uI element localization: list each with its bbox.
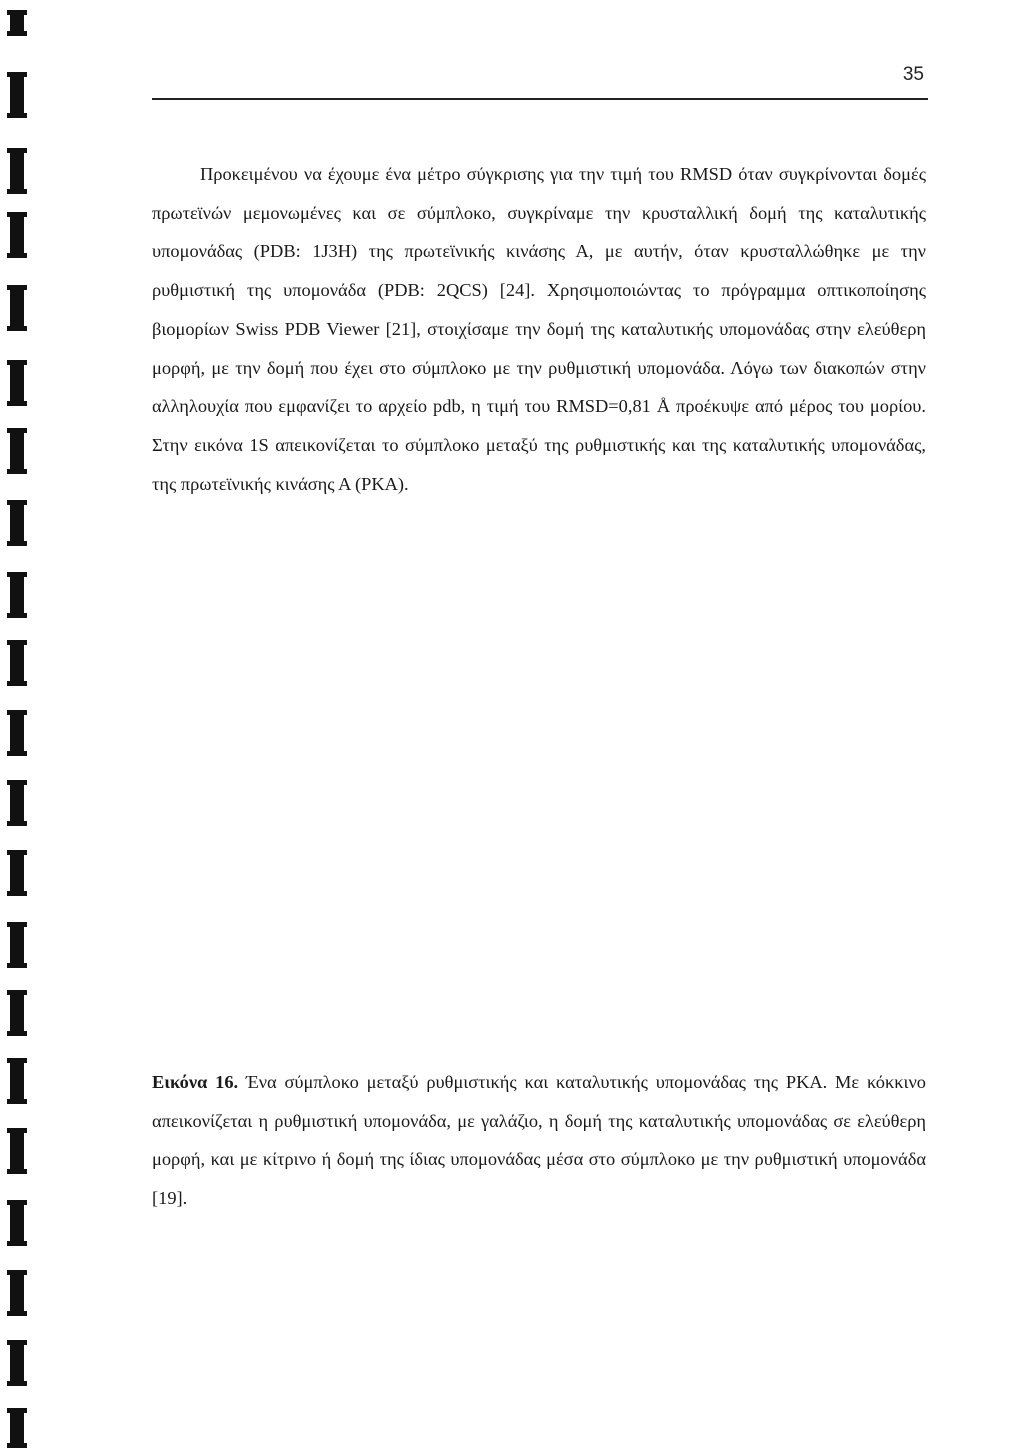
binding-strip [0, 0, 40, 1453]
binding-mark [10, 10, 24, 36]
figure-caption [152, 1063, 926, 1218]
page-number: 35 [902, 64, 924, 85]
binding-mark [10, 990, 24, 1036]
binding-mark [10, 360, 24, 406]
binding-mark [10, 1128, 24, 1174]
binding-mark [10, 148, 24, 194]
binding-mark [10, 1340, 24, 1386]
binding-mark [10, 1200, 24, 1246]
binding-mark [10, 1058, 24, 1104]
binding-mark [10, 780, 24, 826]
binding-mark [10, 710, 24, 756]
figure-label: Εικόνα 16. [152, 1072, 239, 1092]
binding-mark [10, 640, 24, 686]
binding-mark [10, 850, 24, 896]
binding-mark [10, 922, 24, 968]
binding-mark [10, 285, 24, 331]
binding-mark [10, 212, 24, 258]
binding-mark [10, 72, 24, 118]
binding-mark [10, 572, 24, 618]
binding-mark [10, 428, 24, 474]
figure-caption-text: Ένα σύμπλοκο μεταξύ ρυθμιστικής και καταλυτικής υπομονάδας της PKA. Με κόκκινο απεικονίζεται η ρυθμιστική υπομονάδα, με γαλάζιο, η δομή της καταλυτικής υπομονάδας σε ελεύθερη μορφή, και με κίτρινο ή δομή της ίδιας υπομονάδας μέσα στο σύμπλοκο με την ρυθμιστική υπομονάδα [19]. [152, 1072, 926, 1209]
binding-mark [10, 1270, 24, 1316]
header-rule [152, 98, 928, 100]
body-paragraph: Προκειμένου να έχουμε ένα μέτρο σύγκρισης για την τιμή του RMSD όταν συγκρίνονται δομές πρωτεϊνών μεμονωμένες και σε σύμπλοκο, συγκρίναμε την κρυσταλλική δομή της καταλυτικής υπομονάδας (PDB: 1J3H) της πρωτεϊνικής κινάσης Α, με αυτήν, όταν κρυσταλλώθηκε με την ρυθμιστική της υπομονάδα (PDB: 2QCS) [24]. Χρησιμοποιώντας το πρόγραμμα οπτικοποίησης βιομορίων Swiss PDB Viewer [21], στοιχίσαμε την δομή της καταλυτικής υπομονάδας στην ελεύθερη μορφή, με την δομή που έχει στο σύμπλοκο με την ρυθμιστική υπομονάδα. Λόγω των διακοπών στην αλληλουχία που εμφανίζει το αρχείο pdb, η τιμή του RMSD=0,81 Å προέκυψε από μέρος του μορίου. Στην εικόνα 1S απεικονίζεται το σύμπλοκο μεταξύ της ρυθμιστικής και της καταλυτικής υπομονάδας, της πρωτεϊνικής κινάσης Α (PKA). [152, 164, 926, 494]
binding-mark [10, 1408, 24, 1448]
binding-mark [10, 500, 24, 546]
